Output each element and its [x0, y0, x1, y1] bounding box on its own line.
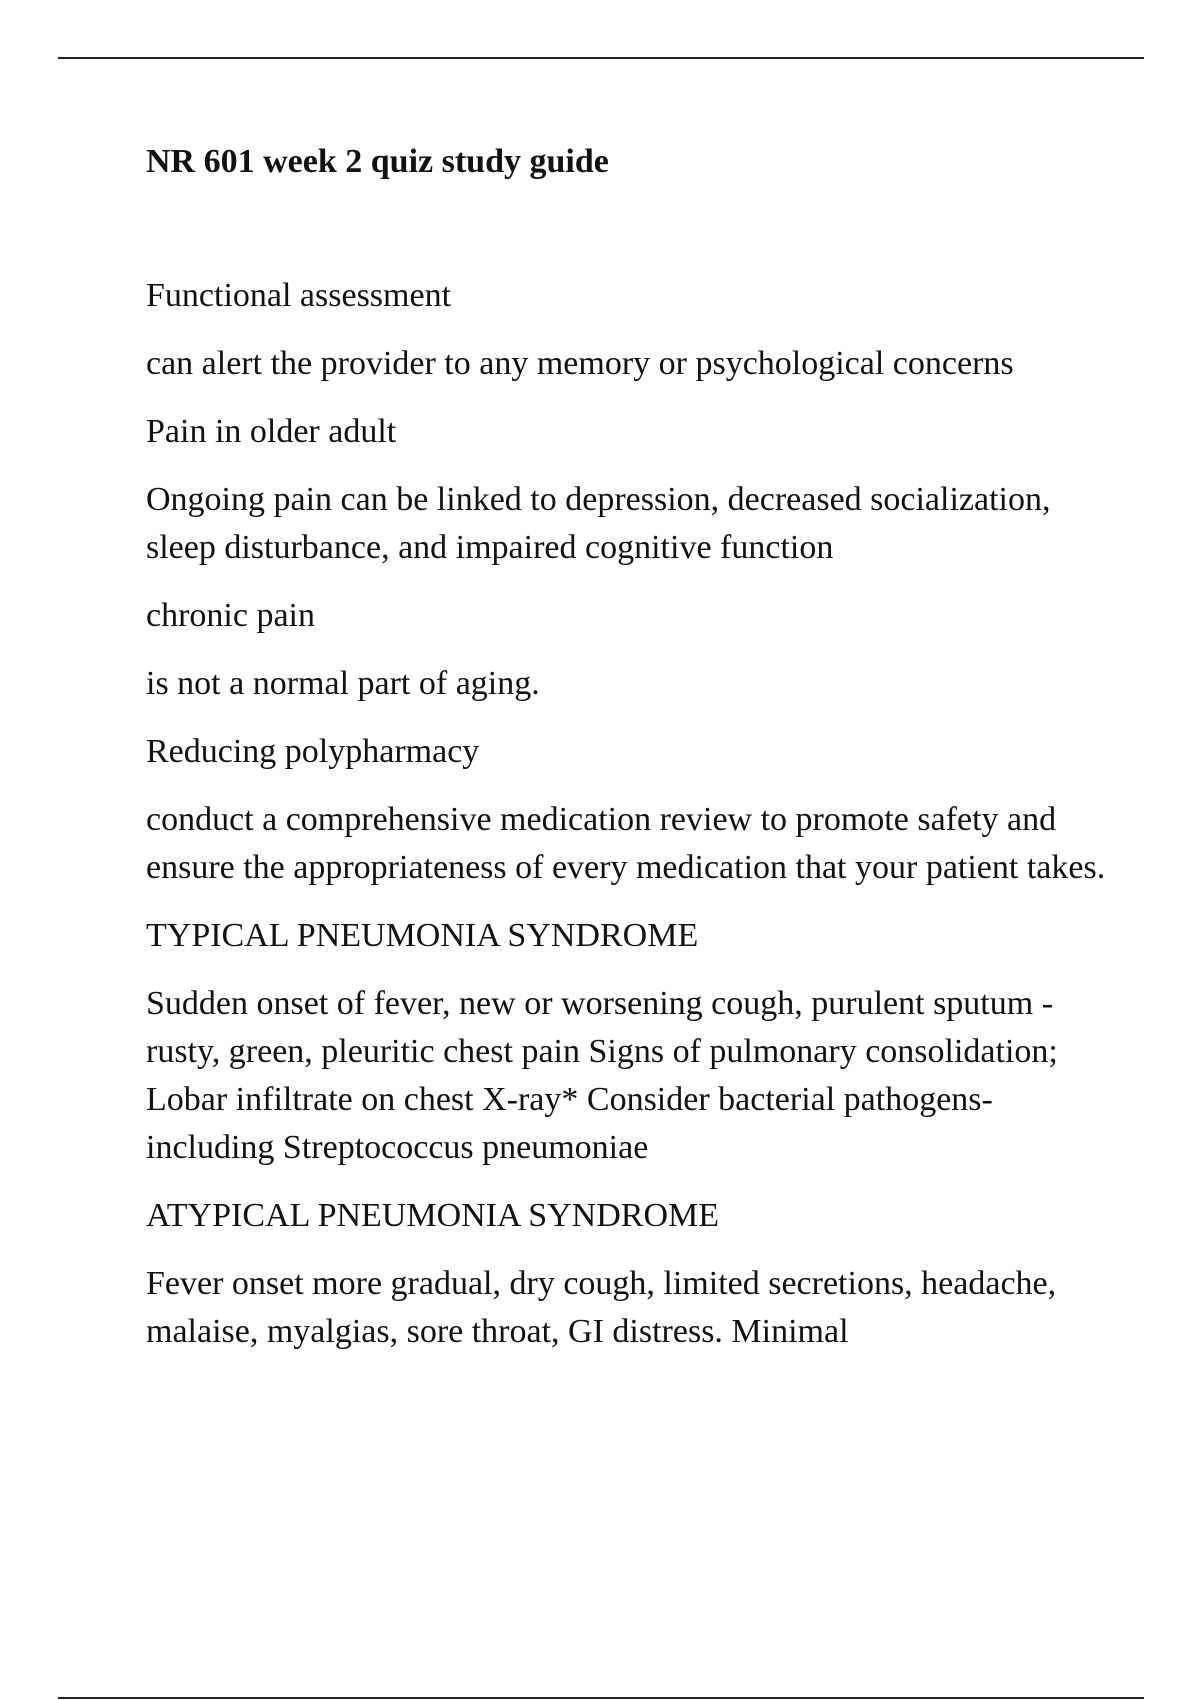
term-typical-pneumonia: TYPICAL PNEUMONIA SYNDROME [146, 917, 699, 954]
term-reducing-polypharmacy: Reducing polypharmacy [146, 733, 480, 770]
bottom-divider [58, 1697, 1144, 1699]
top-divider [58, 57, 1144, 59]
term-chronic-pain: chronic pain [146, 597, 315, 634]
definition-atypical-pneumonia: Fever onset more gradual, dry cough, limited secretions, headache, malaise, myalgias, sore throat, GI distress. Minimal [146, 1265, 1057, 1350]
document-title: NR 601 week 2 quiz study guide [146, 143, 609, 180]
definition-reducing-polypharmacy: conduct a comprehensive medication review to promote safety and ensure the appropriateness of every medication that your patient takes. [146, 801, 1106, 886]
term-atypical-pneumonia: ATYPICAL PNEUMONIA SYNDROME [146, 1197, 720, 1234]
document-body [146, 140, 1106, 1376]
term-pain-older-adult: Pain in older adult [146, 413, 397, 450]
definition-pain-older-adult: Ongoing pain can be linked to depression, decreased socialization, sleep disturbance, and impaired cognitive function [146, 481, 1051, 566]
definition-chronic-pain: is not a normal part of aging. [146, 665, 540, 702]
term-functional-assessment: Functional assessment [146, 277, 452, 314]
definition-functional-assessment: can alert the provider to any memory or psychological concerns [146, 345, 1014, 382]
study-guide-entries [146, 272, 1106, 1356]
definition-typical-pneumonia: Sudden onset of fever, new or worsening cough, purulent sputum - rusty, green, pleuritic chest pain Signs of pulmonary consolidation; Lobar infiltrate on chest X-ray* Consider bacterial pathogens- including Streptococcus pneumoniae [146, 985, 1058, 1166]
